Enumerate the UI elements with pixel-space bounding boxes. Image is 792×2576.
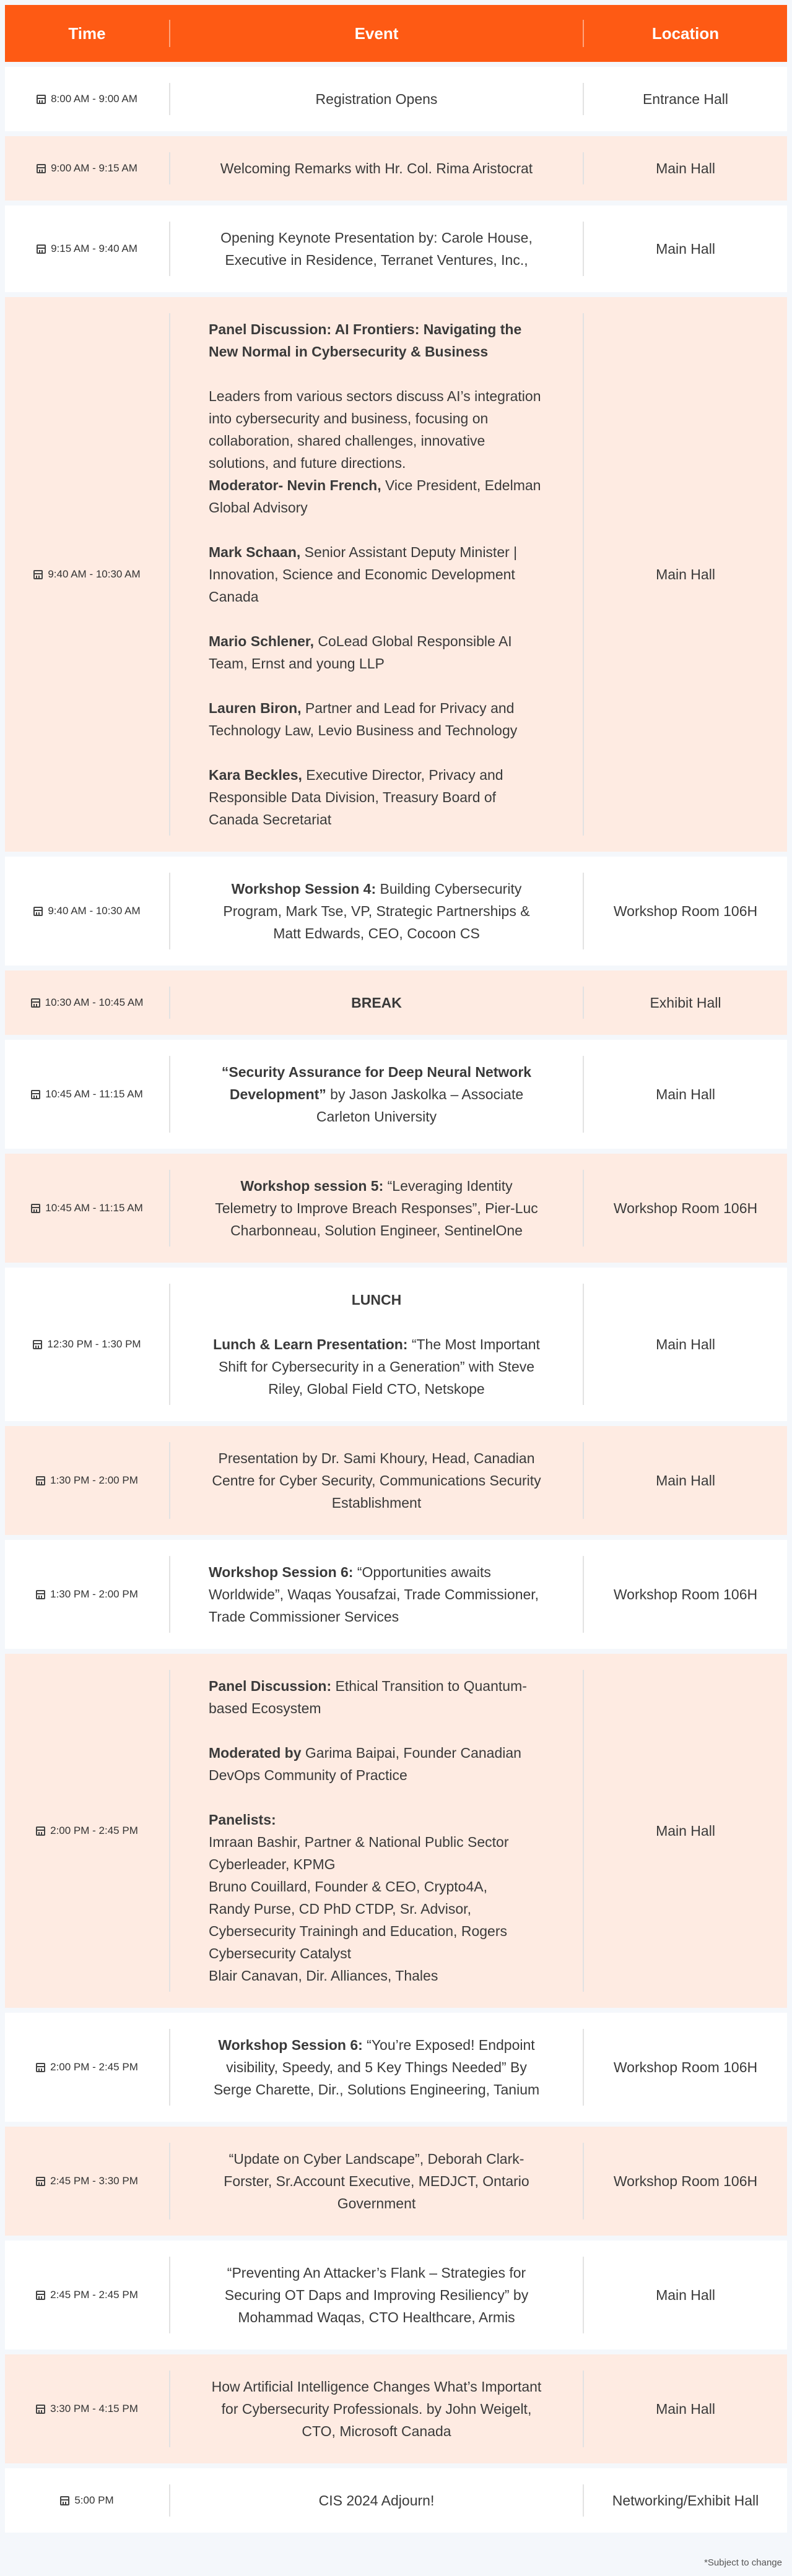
table-row xyxy=(5,1540,787,1649)
table-row xyxy=(5,1154,787,1263)
time-cell xyxy=(5,2468,169,2533)
agenda-rows xyxy=(5,67,787,2533)
event-line xyxy=(209,1898,544,1964)
location-cell xyxy=(584,136,787,201)
event-paragraph xyxy=(209,764,544,831)
event-bold-text: BREAK xyxy=(351,995,402,1011)
location-text: Main Hall xyxy=(656,1822,715,1839)
time-text: 3:30 PM - 4:15 PM xyxy=(50,2403,138,2414)
event-text: Leaders from various sectors discuss AI’s integration into cybersecurity and business, focusing on collaboration, shared challenges, innovative solutions, and future directions. xyxy=(209,388,541,471)
location-text: Workshop Room 106H xyxy=(613,1199,758,1216)
event-bold-text: Lunch & Learn Presentation: xyxy=(213,1336,408,1352)
event-text: How Artificial Intelligence Changes What’s Important for Cybersecurity Professionals. by John Weigelt, CTO, Microsoft Canada xyxy=(211,2379,542,2439)
event-bold-text: Moderated by xyxy=(209,1745,302,1761)
event-cell xyxy=(170,1426,583,1535)
event-paragraph xyxy=(209,1447,544,1514)
time-cell xyxy=(5,2241,169,2349)
event-bold-text: “Security Assurance for Deep Neural Network Development” xyxy=(221,1064,532,1102)
location-cell xyxy=(584,1040,787,1149)
location-text: Entrance Hall xyxy=(642,90,729,107)
event-paragraph xyxy=(209,1061,544,1128)
location-text: Main Hall xyxy=(656,1086,715,1102)
event-text: Vice President, Edelman Global Advisory xyxy=(209,477,541,516)
calendar-icon xyxy=(33,907,43,916)
calendar-icon xyxy=(36,2291,45,2300)
table-row xyxy=(5,1268,787,1421)
time-cell xyxy=(5,2354,169,2463)
table-row xyxy=(5,2468,787,2533)
event-bold-text: Panel Discussion: xyxy=(209,1678,332,1694)
event-text: “Preventing An Attacker’s Flank – Strategies for Securing OT Daps and Improving Resiliency” by Mohammad Waqas, CTO Healthcare, Armis xyxy=(224,2265,529,2325)
calendar-icon xyxy=(36,2063,45,2072)
table-row xyxy=(5,2127,787,2236)
event-paragraph xyxy=(209,697,544,741)
location-text: Main Hall xyxy=(656,2286,715,2303)
event-paragraph xyxy=(209,1289,544,1311)
time-text: 10:45 AM - 11:15 AM xyxy=(45,1088,143,1100)
event-paragraph xyxy=(209,385,544,471)
time-cell xyxy=(5,67,169,131)
location-text: Exhibit Hall xyxy=(650,994,721,1011)
location-text: Main Hall xyxy=(656,1472,715,1489)
event-paragraph xyxy=(209,992,544,1014)
table-row xyxy=(5,970,787,1035)
location-cell xyxy=(584,67,787,131)
event-bold-text: Workshop session 5: xyxy=(240,1178,384,1194)
event-line xyxy=(209,1809,544,1831)
calendar-icon xyxy=(36,2177,45,2186)
location-text: Main Hall xyxy=(656,2400,715,2417)
calendar-icon xyxy=(31,1204,40,1213)
event-text: Senior Assistant Deputy Minister | Innovation, Science and Economic Development Canada xyxy=(209,544,518,605)
event-text: Partner and Lead for Privacy and Technology Law, Levio Business and Technology xyxy=(209,700,518,738)
time-cell xyxy=(5,205,169,292)
event-text: Bruno Couillard, Founder & CEO, Crypto4A, xyxy=(209,1878,487,1895)
calendar-icon xyxy=(36,1826,45,1836)
event-text: Registration Opens xyxy=(315,91,438,107)
event-paragraph xyxy=(209,2262,544,2328)
header-location: Location xyxy=(651,24,720,43)
event-text: Presentation by Dr. Sami Khoury, Head, Canadian Centre for Cyber Security, Communications Security Establishment xyxy=(212,1450,541,1511)
calendar-icon xyxy=(37,164,46,173)
event-text: Blair Canavan, Dir. Alliances, Thales xyxy=(209,1968,438,1984)
table-row xyxy=(5,1040,787,1149)
event-paragraph xyxy=(209,157,544,179)
event-paragraph xyxy=(209,2034,544,2101)
time-cell xyxy=(5,1040,169,1149)
calendar-icon xyxy=(36,2405,45,2414)
location-text: Workshop Room 106H xyxy=(613,1586,758,1602)
time-text: 9:00 AM - 9:15 AM xyxy=(51,162,137,174)
time-text: 2:00 PM - 2:45 PM xyxy=(50,2061,138,2073)
event-line xyxy=(209,1875,544,1898)
event-bold-text: Lauren Biron, xyxy=(209,700,302,716)
time-cell xyxy=(5,2013,169,2122)
event-bold-text: Moderator- Nevin French, xyxy=(209,477,381,493)
location-cell xyxy=(584,2354,787,2463)
event-paragraph xyxy=(209,1742,544,1786)
event-text: “Opportunities awaits Worldwide”, Waqas Yousafzai, Trade Commissioner, Trade Commissioner Services xyxy=(209,1564,539,1625)
time-text: 9:40 AM - 10:30 AM xyxy=(48,905,141,917)
event-cell xyxy=(170,1154,583,1263)
time-text: 8:00 AM - 9:00 AM xyxy=(51,93,137,105)
calendar-icon xyxy=(37,95,46,104)
location-cell xyxy=(584,1540,787,1649)
location-cell xyxy=(584,297,787,852)
time-text: 2:00 PM - 2:45 PM xyxy=(50,1825,138,1836)
event-text: by Jason Jaskolka – Associate Carleton University xyxy=(316,1086,524,1125)
time-text: 9:15 AM - 9:40 AM xyxy=(51,243,137,254)
calendar-icon xyxy=(31,1090,40,1099)
table-row xyxy=(5,205,787,292)
header-event: Event xyxy=(354,24,399,43)
agenda-table xyxy=(5,5,787,2533)
event-text: Ethical Transition to Quantum-based Ecosystem xyxy=(209,1678,527,1716)
location-cell xyxy=(584,857,787,966)
time-text: 5:00 PM xyxy=(74,2494,114,2506)
location-cell xyxy=(584,1654,787,2008)
event-text: “You’re Exposed! Endpoint visibility, Speedy, and 5 Key Things Needed” By Serge Charette, Dir., Solutions Engineering, Tanium xyxy=(213,2037,540,2098)
event-cell xyxy=(170,1268,583,1421)
calendar-icon xyxy=(36,1590,45,1599)
event-paragraph xyxy=(209,878,544,944)
time-text: 1:30 PM - 2:00 PM xyxy=(50,1588,138,1600)
location-cell xyxy=(584,970,787,1035)
time-text: 9:40 AM - 10:30 AM xyxy=(48,568,141,580)
calendar-icon xyxy=(31,998,40,1008)
location-text: Main Hall xyxy=(656,566,715,582)
event-paragraph xyxy=(209,2489,544,2512)
event-bold-text: Workshop Session 4: xyxy=(231,881,376,897)
event-cell xyxy=(170,297,583,852)
footnote: *Subject to change xyxy=(704,2557,782,2568)
location-cell xyxy=(584,2127,787,2236)
event-paragraph xyxy=(209,541,544,608)
location-cell xyxy=(584,1268,787,1421)
location-cell xyxy=(584,2013,787,2122)
time-cell xyxy=(5,1654,169,2008)
event-cell xyxy=(170,136,583,201)
table-header xyxy=(5,5,787,62)
time-text: 1:30 PM - 2:00 PM xyxy=(50,1474,138,1486)
time-text: 2:45 PM - 3:30 PM xyxy=(50,2175,138,2187)
calendar-icon xyxy=(37,244,46,254)
time-cell xyxy=(5,1268,169,1421)
header-time: Time xyxy=(68,24,106,43)
event-paragraph xyxy=(209,1675,544,1719)
location-text: Workshop Room 106H xyxy=(613,2172,758,2189)
table-row xyxy=(5,2354,787,2463)
event-paragraph xyxy=(209,227,544,271)
event-cell xyxy=(170,205,583,292)
event-text: Opening Keynote Presentation by: Carole House, Executive in Residence, Terranet Ventures, Inc., xyxy=(220,230,533,268)
event-bold-text: Workshop Session 6: xyxy=(209,1564,354,1580)
event-cell xyxy=(170,67,583,131)
event-text: “The Most Important Shift for Cybersecurity in a Generation” with Steve Riley, Global Field CTO, Netskope xyxy=(218,1336,540,1397)
event-paragraph xyxy=(209,1561,544,1628)
event-cell xyxy=(170,970,583,1035)
event-paragraph xyxy=(209,1175,544,1242)
event-line xyxy=(209,1831,544,1875)
event-bold-text: Workshop Session 6: xyxy=(218,2037,363,2053)
calendar-icon xyxy=(60,2496,69,2505)
event-line xyxy=(209,1964,544,1987)
event-bold-text: Panelists: xyxy=(209,1812,276,1828)
event-bold-text: LUNCH xyxy=(351,1292,402,1308)
table-row xyxy=(5,2241,787,2349)
event-text: Building Cybersecurity Program, Mark Tse, VP, Strategic Partnerships & Matt Edwards, CEO, Cocoon CS xyxy=(223,881,530,941)
event-paragraph xyxy=(209,474,544,519)
event-text: “Update on Cyber Landscape”, Deborah Clark-Forster, Sr.Account Executive, MEDJCT, Ontario Government xyxy=(224,2151,529,2211)
event-paragraph xyxy=(209,1809,544,1987)
time-text: 2:45 PM - 2:45 PM xyxy=(50,2289,138,2301)
time-cell xyxy=(5,857,169,966)
event-cell xyxy=(170,2241,583,2349)
event-cell xyxy=(170,2013,583,2122)
location-text: Main Hall xyxy=(656,160,715,176)
event-paragraph xyxy=(209,318,544,363)
event-bold-text: Mario Schlener, xyxy=(209,633,315,649)
calendar-icon xyxy=(36,1476,45,1485)
event-text: Randy Purse, CD PhD CTDP, Sr. Advisor, Cybersecurity Trainingh and Education, Rogers Cybersecurity Catalyst xyxy=(209,1901,507,1961)
event-paragraph xyxy=(209,88,544,110)
table-row xyxy=(5,136,787,201)
time-text: 12:30 PM - 1:30 PM xyxy=(47,1338,141,1350)
location-text: Workshop Room 106H xyxy=(613,2059,758,2075)
location-text: Workshop Room 106H xyxy=(613,902,758,919)
time-cell xyxy=(5,136,169,201)
table-row xyxy=(5,67,787,131)
location-text: Main Hall xyxy=(656,1336,715,1352)
table-row xyxy=(5,857,787,966)
event-cell xyxy=(170,2354,583,2463)
event-bold-text: Kara Beckles, xyxy=(209,767,302,783)
event-cell xyxy=(170,1654,583,2008)
time-cell xyxy=(5,1540,169,1649)
location-cell xyxy=(584,1426,787,1535)
event-paragraph xyxy=(209,630,544,675)
event-cell xyxy=(170,2127,583,2236)
time-cell xyxy=(5,970,169,1035)
event-cell xyxy=(170,2468,583,2533)
event-cell xyxy=(170,857,583,966)
event-bold-text: Mark Schaan, xyxy=(209,544,301,560)
event-text: Welcoming Remarks with Hr. Col. Rima Aristocrat xyxy=(220,160,533,176)
time-cell xyxy=(5,2127,169,2236)
event-text: CoLead Global Responsible AI Team, Ernst and young LLP xyxy=(209,633,512,672)
table-row xyxy=(5,297,787,852)
event-text: Garima Baipai, Founder Canadian DevOps Community of Practice xyxy=(209,1745,521,1783)
table-row xyxy=(5,1654,787,2008)
event-paragraph xyxy=(209,2148,544,2215)
time-cell xyxy=(5,1154,169,1263)
event-bold-text: Panel Discussion: AI Frontiers: Navigating the New Normal in Cybersecurity & Business xyxy=(209,321,522,360)
location-text: Main Hall xyxy=(656,240,715,257)
event-paragraph xyxy=(209,2375,544,2442)
event-cell xyxy=(170,1040,583,1149)
event-text: Executive Director, Privacy and Responsible Data Division, Treasury Board of Canada Secretariat xyxy=(209,767,503,828)
calendar-icon xyxy=(33,1340,42,1349)
event-text: Imraan Bashir, Partner & National Public Sector Cyberleader, KPMG xyxy=(209,1834,509,1872)
time-text: 10:45 AM - 11:15 AM xyxy=(45,1202,143,1214)
time-text: 10:30 AM - 10:45 AM xyxy=(45,996,144,1008)
table-row xyxy=(5,1426,787,1535)
location-cell xyxy=(584,2468,787,2533)
event-text: “Leveraging Identity Telemetry to Improve Breach Responses”, Pier-Luc Charbonneau, Solution Engineer, SentinelOne xyxy=(215,1178,538,1238)
table-row xyxy=(5,2013,787,2122)
location-cell xyxy=(584,2241,787,2349)
calendar-icon xyxy=(33,570,43,579)
event-paragraph xyxy=(209,1333,544,1400)
time-cell xyxy=(5,1426,169,1535)
time-cell xyxy=(5,297,169,852)
event-text: CIS 2024 Adjourn! xyxy=(318,2492,435,2509)
location-text: Networking/Exhibit Hall xyxy=(612,2492,759,2509)
location-cell xyxy=(584,1154,787,1263)
location-cell xyxy=(584,205,787,292)
event-cell xyxy=(170,1540,583,1649)
